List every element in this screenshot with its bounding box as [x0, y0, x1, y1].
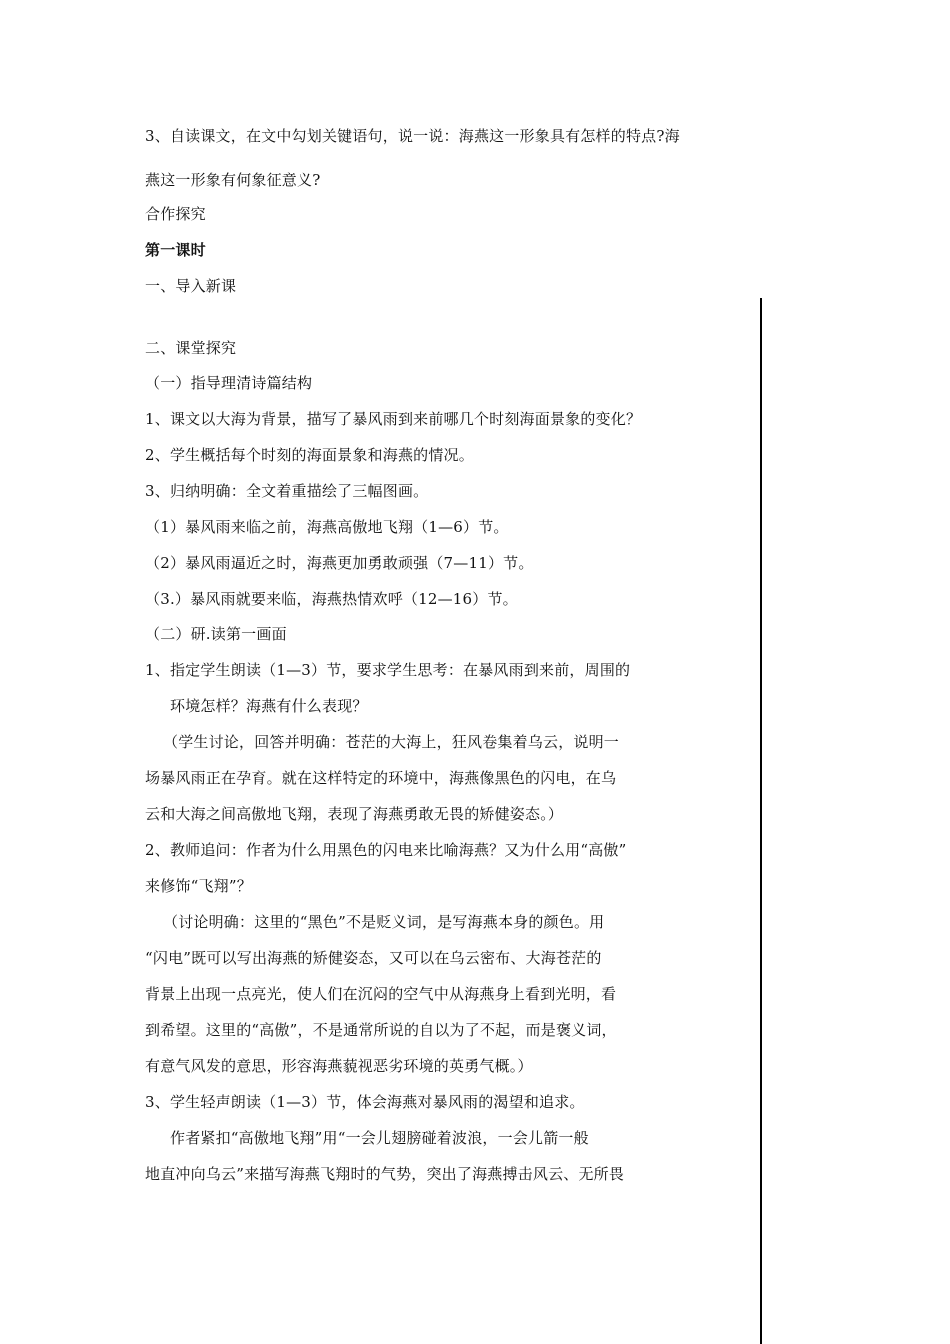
body-paragraph-line: 地直冲向乌云”来描写海燕飞翔时的气势，突出了海燕搏击风云、无所畏: [145, 1165, 625, 1183]
list-item: 3、归纳明确：全文着重描绘了三幅图画。: [145, 482, 429, 500]
list-item: 3、学生轻声朗读（1—3）节，体会海燕对暴风雨的渴望和追求。: [145, 1093, 585, 1111]
list-item: 1、课文以大海为背景，描写了暴风雨到来前哪几个时刻海面景象的变化？: [145, 410, 642, 428]
answer-paragraph-line: （学生讨论，回答并明确：苍茫的大海上，狂风卷集着乌云，说明一: [163, 733, 620, 751]
subsection-structure: （一）指导理清诗篇结构: [145, 374, 313, 392]
answer-paragraph-line: 云和大海之间高傲地飞翔，表现了海燕勇敢无畏的矫健姿态。）: [145, 805, 564, 823]
answer-paragraph-line: 场暴风雨正在孕育。就在这样特定的环境中，海燕像黑色的闪电，在乌: [145, 769, 617, 787]
list-item: 2、学生概括每个时刻的海面景象和海燕的情况。: [145, 446, 474, 464]
list-item: 1、指定学生朗读（1—3）节，要求学生思考：在暴风雨到来前，周围的: [145, 661, 631, 679]
table-border-line: [760, 298, 762, 1344]
answer-paragraph-line: 有意气风发的意思，形容海燕藐视恶劣环境的英勇气概。）: [145, 1057, 533, 1075]
heading-cooperative-inquiry: 合作探究: [145, 205, 206, 223]
picture-item-1: （1）暴风雨来临之前，海燕高傲地飞翔（1—6）节。: [145, 518, 509, 536]
list-item-continuation: 环境怎样？海燕有什么表现？: [170, 697, 368, 715]
question-3-line-1: 3、自读课文，在文中勾划关键语句，说一说：海燕这一形象具有怎样的特点?海: [145, 127, 680, 145]
answer-paragraph-line: 背景上出现一点亮光，使人们在沉闷的空气中从海燕身上看到光明，看: [145, 985, 617, 1003]
question-3-line-2: 燕这一形象有何象征意义?: [145, 171, 321, 189]
picture-item-2: （2）暴风雨逼近之时，海燕更加勇敢顽强（7—11）节。: [145, 554, 534, 572]
picture-item-3: （3.）暴风雨就要来临，海燕热情欢呼（12—16）节。: [145, 590, 518, 608]
list-item: 2、教师追问：作者为什么用黑色的闪电来比喻海燕？又为什么用“高傲”: [145, 841, 627, 859]
heading-first-lesson: 第一课时: [145, 241, 206, 259]
answer-paragraph-line: （讨论明确：这里的“黑色”不是贬义词，是写海燕本身的颜色。用: [163, 913, 605, 931]
section-intro-new-lesson: 一、导入新课: [145, 277, 237, 295]
body-paragraph-line: 作者紧扣“高傲地飞翔”用“一会儿翅膀碰着波浪，一会儿箭一般: [170, 1129, 589, 1147]
list-item-continuation: 来修饰“飞翔”？: [145, 877, 252, 895]
section-classroom-inquiry: 二、课堂探究: [145, 339, 237, 357]
answer-paragraph-line: “闪电”既可以写出海燕的矫健姿态，又可以在乌云密布、大海苍茫的: [145, 949, 602, 967]
subsection-first-picture: （二）研.读第一画面: [145, 625, 287, 643]
answer-paragraph-line: 到希望。这里的“高傲”，不是通常所说的自以为了不起，而是褒义词，: [145, 1021, 617, 1039]
